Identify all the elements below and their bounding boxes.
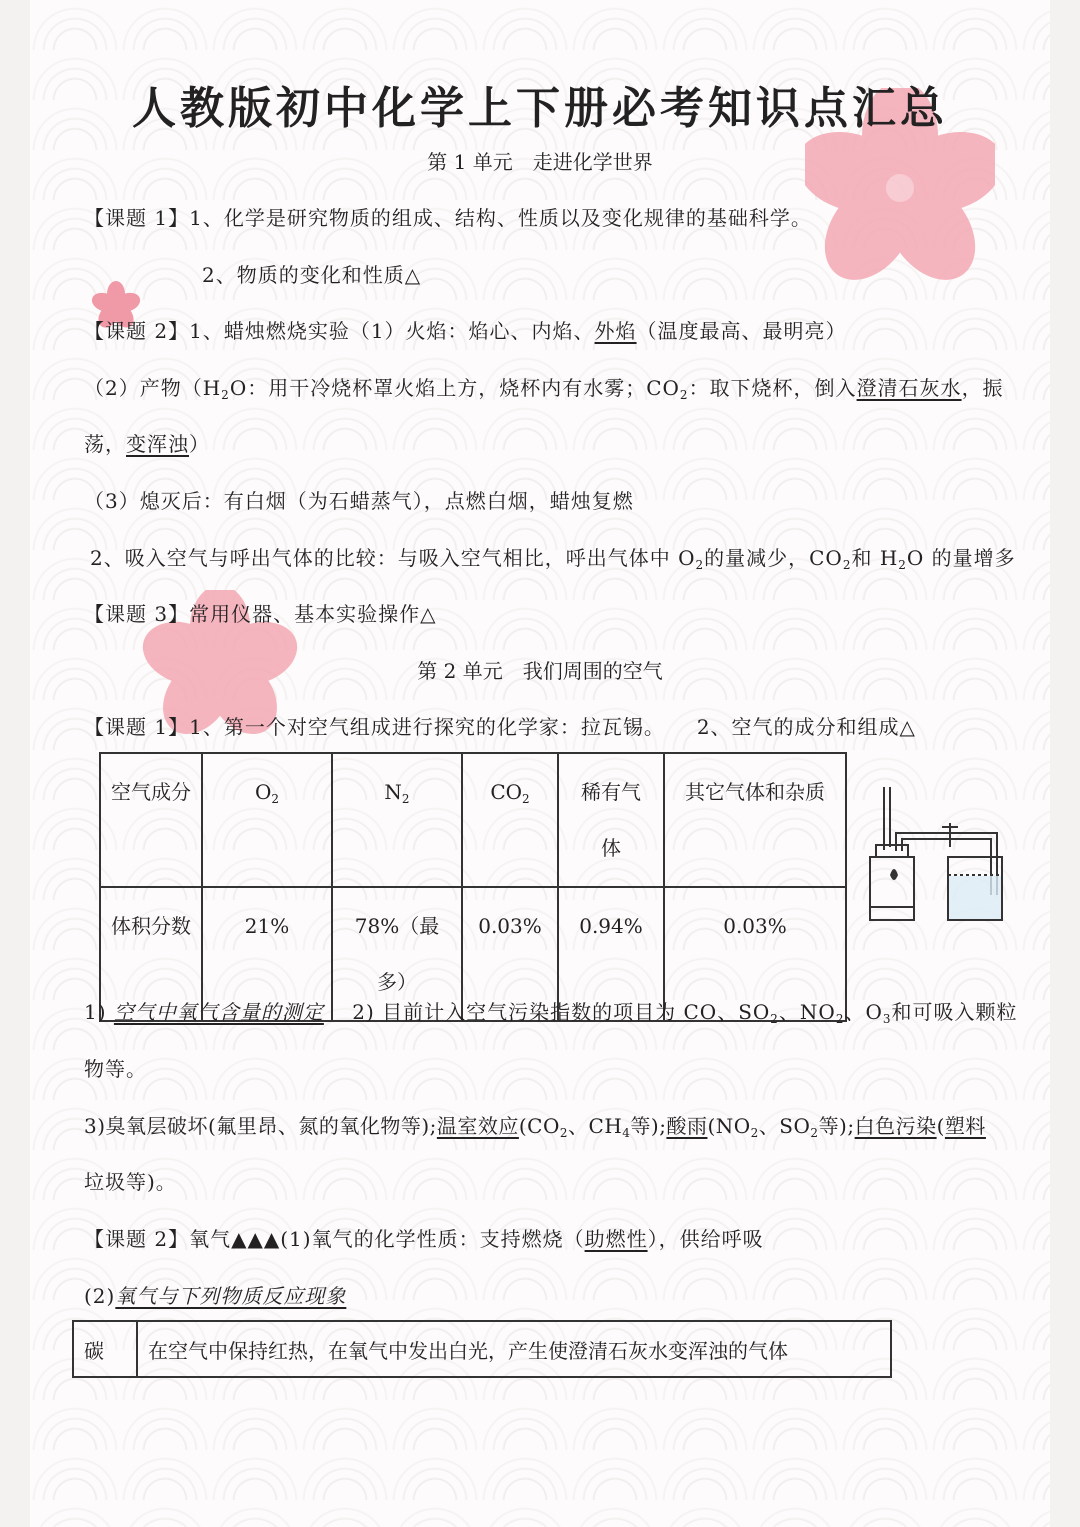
text: 3)臭氧层破坏(氟里昂、氮的氧化物等);: [84, 1114, 437, 1138]
unit2-reaction-heading: [84, 1280, 346, 1309]
text: ，振: [961, 376, 1004, 400]
subscript: 2: [271, 792, 280, 806]
unit1-extinguish-line: （3）熄灭后：有白烟（为石蜡蒸气），点燃白烟，蜡烛复燃: [84, 489, 634, 513]
text: 1、蜡烛燃烧实验（1）火焰：焰心、内焰、: [189, 319, 595, 343]
table-cell: 碳: [73, 1321, 137, 1377]
text: 和可吸入颗粒: [891, 1000, 1018, 1024]
text: O: [254, 780, 272, 804]
text: O：用干冷烧杯罩火焰上方，烧杯内有水雾；CO: [229, 376, 680, 400]
text: 稀有气体: [581, 780, 641, 860]
subscript: 2: [401, 792, 410, 806]
reaction-phenomena-table: [72, 1320, 892, 1378]
unit2-topic2: [84, 1223, 764, 1252]
topic-label: 【课题 3】: [84, 602, 190, 626]
underlined-term: 酸雨: [666, 1114, 708, 1138]
page-title: 人教版初中化学上下册必考知识点汇总: [132, 83, 948, 134]
subscript: 2: [898, 558, 907, 572]
text: (: [936, 1114, 945, 1138]
text: 2) 目前计入空气污染指数的项目为 CO、SO: [352, 1000, 771, 1024]
subscript: 2: [679, 388, 689, 402]
text: O 的量增多: [906, 546, 1016, 570]
text: 、NO: [778, 1000, 836, 1024]
topic-label: 【课题 1】: [84, 206, 190, 230]
oxygen-measurement-apparatus-illustration: [862, 775, 1012, 930]
text: ：取下烧杯，倒入: [688, 376, 857, 400]
text: ），供给呼吸: [647, 1227, 764, 1251]
text: 等);: [818, 1114, 855, 1138]
table-cell: 21%: [202, 887, 332, 1021]
subscript: 2: [842, 558, 852, 572]
unit2-heading: 第 2 单元 我们周围的空气: [417, 659, 663, 683]
topic-label: 【课题 2】: [84, 1227, 190, 1251]
text: ）: [189, 432, 210, 456]
subscript: 2: [750, 1126, 759, 1140]
table-row: [100, 753, 846, 887]
subscript: 2: [695, 558, 705, 572]
text: 、SO: [758, 1114, 811, 1138]
subscript: 2: [559, 1126, 569, 1140]
text: 氧气▲▲▲(1)氧气的化学性质：支持燃烧（: [189, 1227, 585, 1251]
unit1-products-line: [84, 372, 1004, 401]
table-cell: [332, 753, 462, 887]
table-cell: 0.94%: [558, 887, 664, 1021]
underlined-term: 澄清石灰水: [856, 376, 962, 400]
unit1-topic1: [84, 202, 812, 231]
table-cell: [202, 753, 332, 887]
underlined-term: 助燃性: [584, 1227, 648, 1251]
text: 荡，: [84, 432, 126, 456]
text: 、O: [844, 1000, 883, 1024]
text: 等);: [630, 1114, 667, 1138]
unit1-topic2: [84, 315, 847, 344]
table-cell: [462, 753, 558, 887]
table-cell: 空气成分: [100, 753, 202, 887]
unit2-note1-2: [84, 996, 1018, 1025]
underlined-term: 空气中氧气含量的测定: [113, 1000, 324, 1024]
subscript: 4: [622, 1126, 631, 1140]
table-cell: 0.03%: [664, 887, 846, 1021]
topic-label: 【课题 2】: [84, 319, 190, 343]
unit2-topic1: [84, 711, 916, 740]
subscript: 2: [221, 388, 230, 402]
topic-text: 常用仪器、基本实验操作△: [189, 602, 437, 626]
underlined-term: 变浑浊: [126, 432, 189, 456]
text: （2）产物（H: [84, 376, 222, 400]
air-composition-table: [99, 752, 847, 1022]
unit1-products-cont: [84, 428, 210, 457]
underlined-term: 氧气与下列物质反应现象: [115, 1284, 347, 1308]
text: (2): [84, 1284, 116, 1308]
text: CO: [490, 780, 523, 804]
subscript: 3: [882, 1012, 892, 1026]
text: 2、吸入空气与呼出气体的比较：与吸入空气相比，呼出气体中 O: [90, 546, 696, 570]
underlined-term: 白色污染: [854, 1114, 937, 1138]
table-cell: 78%（最多）: [332, 887, 462, 1021]
table-cell: 体积分数: [100, 887, 202, 1021]
table-cell: 0.03%: [462, 887, 558, 1021]
unit2-note3: [84, 1110, 986, 1139]
underlined-term: 塑料: [944, 1114, 986, 1138]
subscript: 2: [835, 1012, 845, 1026]
text: （温度最高、最明亮）: [636, 319, 847, 343]
subscript: 2: [810, 1126, 819, 1140]
table-row: [73, 1321, 891, 1377]
unit2-note3-cont: 垃圾等)。: [84, 1170, 177, 1194]
text: 和 H: [851, 546, 899, 570]
table-cell: 其它气体和杂质: [664, 753, 846, 887]
underlined-term: 外焰: [594, 319, 637, 343]
text: N: [384, 780, 402, 804]
text: (CO: [518, 1114, 560, 1138]
text: 、CH: [568, 1114, 623, 1138]
underlined-term: 温室效应: [436, 1114, 519, 1138]
topic-label: 【课题 1】: [84, 715, 190, 739]
table-cell: [558, 753, 664, 887]
table-cell: 在空气中保持红热，在氧气中发出白光，产生使澄清石灰水变浑浊的气体: [137, 1321, 891, 1377]
unit2-note2-cont: 物等。: [84, 1057, 147, 1081]
text: 1): [84, 1000, 114, 1024]
text: (NO: [707, 1114, 751, 1138]
unit1-heading: 第 1 单元 走进化学世界: [427, 150, 653, 174]
unit1-breath-compare: [90, 542, 1016, 571]
unit1-topic3: [84, 598, 436, 627]
unit1-topic1-item2: 2、物质的变化和性质△: [202, 263, 422, 287]
subscript: 2: [770, 1012, 779, 1026]
text: 的量减少，CO: [704, 546, 843, 570]
subscript: 2: [522, 792, 530, 806]
topic-text: 1、第一个对空气组成进行探究的化学家：拉瓦锡。 2、空气的成分和组成△: [189, 715, 916, 739]
topic-text: 1、化学是研究物质的组成、结构、性质以及变化规律的基础科学。: [189, 206, 812, 230]
